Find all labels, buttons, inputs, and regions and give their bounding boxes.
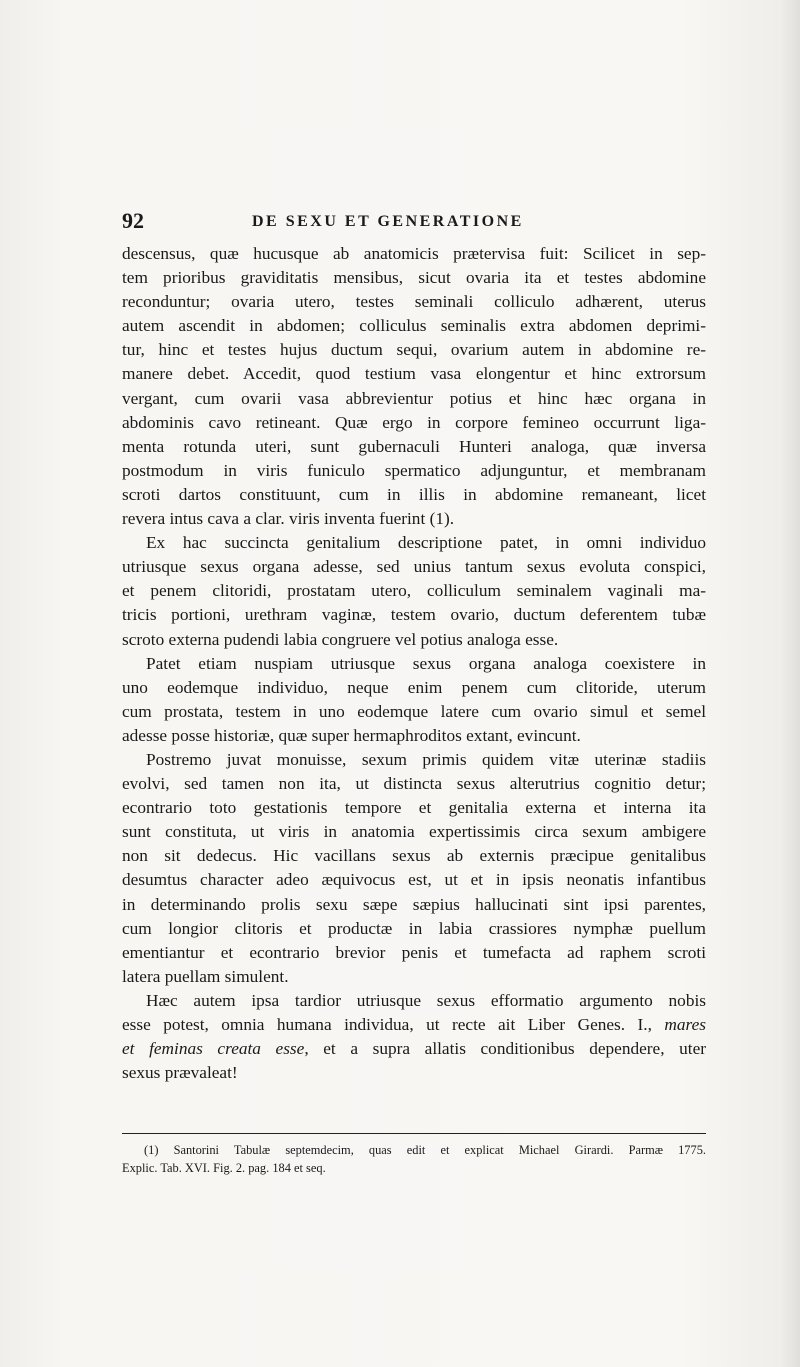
text-line: Postremo juvat monuisse, sexum primis quidem vitæ uterinæ stadiis [146, 749, 706, 769]
text-line: utriusque sexus organa adesse, sed unius tantum sexus evoluta conspici, [122, 557, 706, 577]
text-line: tur, hinc et testes hujus ductum sequi, ovarium autem in abdomine re- [122, 340, 706, 360]
footnotes [122, 1141, 706, 1177]
text-line: latera puellam simulent. [122, 966, 289, 986]
text-line: et feminas creata esse, et a supra allatis conditionibus dependere, uter [122, 1039, 706, 1059]
text-line: sexus prævaleat! [122, 1063, 238, 1083]
text-line: Ex hac succincta genitalium descriptione patet, in omni individuo [146, 533, 706, 553]
text-line: tricis portioni, urethram vaginæ, testem ovario, ductum deferentem tubæ [122, 605, 706, 625]
text-line: Patet etiam nuspiam utriusque sexus organa analoga coexistere in [146, 653, 706, 673]
text-line: reconduntur; ovaria utero, testes seminali colliculo adhærent, uterus [122, 292, 706, 312]
text-line: abdominis cavo retineant. Quæ ergo in corpore femineo occurrunt liga- [122, 412, 706, 432]
text-line: ementiantur et econtrario brevior penis et tumefacta ad raphem scroti [122, 942, 706, 962]
text-line: vergant, cum ovarii vasa abbrevientur potius et hinc hæc organa in [122, 388, 706, 408]
text-line: cum longior clitoris et productæ in labia crassiores nymphæ puellum [122, 918, 706, 938]
body-text [122, 242, 706, 1085]
page-header [122, 208, 702, 238]
text-line: uno eodemque individuo, neque enim penem cum clitoride, uterum [122, 677, 706, 697]
text-line: adesse posse historiæ, quæ super hermaphroditos extant, evincunt. [122, 725, 581, 745]
text-line: postmodum in viris funiculo spermatico adjunguntur, et membranam [122, 460, 706, 480]
gutter-shadow [780, 0, 800, 1367]
text-line: descensus, quæ hucusque ab anatomicis prætervisa fuit: Scilicet in sep- [122, 244, 706, 263]
footnote-rule [122, 1133, 706, 1134]
text-line: desumtus character adeo æquivocus est, ut et in ipsis neonatis infantibus [122, 870, 706, 890]
text-line: econtrario toto gestationis tempore et genitalia externa et interna ita [122, 798, 706, 818]
text-line: menta rotunda uteri, sunt gubernaculi Hunteri analoga, quæ inversa [122, 436, 706, 456]
text-line: tem prioribus graviditatis mensibus, sicut ovaria ita et testes abdomine [122, 268, 706, 288]
text-line: scroto externa pudendi labia congruere vel potius analoga esse. [122, 629, 559, 649]
running-head: DE SEXU ET GENERATIONE [252, 213, 524, 230]
footnote-line: (1) Santorini Tabulæ septemdecim, quas edit et explicat Michael Girardi. Parmæ 1775. [144, 1143, 706, 1157]
page-number: 92 [122, 208, 144, 233]
text-line: revera intus cava a clar. viris inventa fuerint (1). [122, 509, 455, 529]
footnote-line: Explic. Tab. XVI. Fig. 2. pag. 184 et seq. [122, 1161, 326, 1175]
text-line: non sit dedecus. Hic vacillans sexus ab externis præcipue genitalibus [122, 846, 706, 866]
text-line: cum prostata, testem in uno eodemque latere cum ovario simul et semel [122, 701, 706, 721]
text-line: esse potest, omnia humana individua, ut recte ait Liber Genes. I., mares [122, 1015, 706, 1034]
text-line: autem ascendit in abdomen; colliculus seminalis extra abdomen deprimi- [122, 316, 706, 336]
text-line: Hæc autem ipsa tardior utriusque sexus efformatio argumento nobis [146, 990, 706, 1010]
text-line: sunt constituta, ut viris in anatomia expertissimis circa sexum ambigere [122, 822, 706, 842]
text-line: manere debet. Accedit, quod testium vasa elongentur et hinc extrorsum [122, 364, 706, 384]
text-line: in determinando prolis sexu sæpe sæpius hallucinati sint ipsi parentes, [122, 894, 706, 914]
text-line: et penem clitoridi, prostatam utero, colliculum seminalem vaginali ma- [122, 581, 706, 601]
text-line: scroti dartos constituunt, cum in illis in abdomine remaneant, licet [122, 484, 706, 504]
text-line: evolvi, sed tamen non ita, ut distincta sexus alterutrius cognitio detur; [122, 774, 706, 794]
